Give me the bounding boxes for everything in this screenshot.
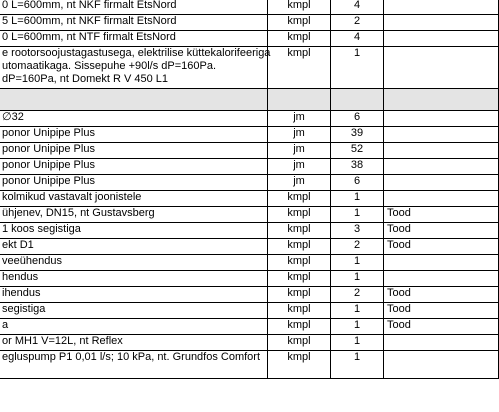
unit-cell: kmpl xyxy=(268,319,331,335)
description-line: ühjenev, DN15, nt Gustavsberg xyxy=(2,207,155,219)
description-line: ponor Unipipe Plus xyxy=(2,175,95,187)
unit-cell: kmpl xyxy=(268,31,331,47)
unit-cell: kmpl xyxy=(268,255,331,271)
unit-cell: kmpl xyxy=(268,223,331,239)
note-cell xyxy=(384,335,499,351)
description-cell xyxy=(0,303,268,319)
table-row xyxy=(0,31,499,47)
unit-cell: kmpl xyxy=(268,239,331,255)
table-row xyxy=(0,15,499,31)
note-cell xyxy=(384,31,499,47)
unit-cell: kmpl xyxy=(268,0,331,15)
description-line: segistiga xyxy=(2,303,46,315)
table-row xyxy=(0,255,499,271)
table-row xyxy=(0,319,499,335)
quantity-cell: 1 xyxy=(331,47,384,89)
unit-cell: kmpl xyxy=(268,207,331,223)
unit-cell: jm xyxy=(268,159,331,175)
description-line: egluspump P1 0,01 l/s; 10 kPa, nt. Grundfos Comfort xyxy=(2,351,261,363)
note-cell xyxy=(384,0,499,15)
description-cell xyxy=(0,0,268,15)
description-cell xyxy=(0,143,268,159)
unit-cell: kmpl xyxy=(268,15,331,31)
unit-cell: jm xyxy=(268,175,331,191)
quantity-cell: 1 xyxy=(331,271,384,287)
quantity-cell: 1 xyxy=(331,255,384,271)
unit-cell: kmpl xyxy=(268,335,331,351)
table-row xyxy=(0,127,499,143)
description-line: e rootorsoojustagastusega, elektrilise küttekalorifeeriga xyxy=(2,47,271,59)
section-cell xyxy=(331,89,384,111)
table-row xyxy=(0,159,499,175)
note-cell xyxy=(384,15,499,31)
note-cell xyxy=(384,255,499,271)
description-line: ponor Unipipe Plus xyxy=(2,143,95,155)
note-cell xyxy=(384,143,499,159)
unit-cell: kmpl xyxy=(268,351,331,379)
unit-cell: kmpl xyxy=(268,303,331,319)
description-cell xyxy=(0,271,268,287)
note-cell xyxy=(384,127,499,143)
table-row xyxy=(0,351,499,379)
description-line: ekt D1 xyxy=(2,239,34,251)
description-cell xyxy=(0,335,268,351)
description-cell xyxy=(0,15,268,31)
description-cell xyxy=(0,175,268,191)
table-row xyxy=(0,47,499,89)
description-line: a xyxy=(2,319,9,331)
table-row xyxy=(0,335,499,351)
description-line: 1 koos segistiga xyxy=(2,223,81,235)
quantity-cell: 1 xyxy=(331,191,384,207)
table-row xyxy=(0,143,499,159)
description-cell xyxy=(0,47,271,89)
quantity-cell: 2 xyxy=(331,287,384,303)
description-line: 0 L=600mm, nt NKF firmalt EtsNord xyxy=(2,0,177,11)
quantity-cell: 1 xyxy=(331,351,384,379)
quantity-cell: 6 xyxy=(331,111,384,127)
unit-cell: kmpl xyxy=(268,271,331,287)
table-row xyxy=(0,239,499,255)
description-line: ponor Unipipe Plus xyxy=(2,159,95,171)
table-row xyxy=(0,223,499,239)
unit-cell: kmpl xyxy=(268,191,331,207)
description-line: hendus xyxy=(2,271,39,283)
description-cell xyxy=(0,191,268,207)
description-line: or MH1 V=12L, nt Reflex xyxy=(2,335,123,347)
quantity-cell: 2 xyxy=(331,15,384,31)
quantity-cell: 1 xyxy=(331,207,384,223)
quantity-cell: 1 xyxy=(331,303,384,319)
note-cell xyxy=(384,191,499,207)
note-cell xyxy=(384,351,499,379)
quantity-cell: 6 xyxy=(331,175,384,191)
description-line: dP=160Pa, nt Domekt R V 450 L1 xyxy=(2,73,169,85)
section-cell xyxy=(384,89,499,111)
note-cell xyxy=(384,175,499,191)
unit-cell: jm xyxy=(268,111,331,127)
section-header-row xyxy=(0,89,499,111)
quantity-cell: 1 xyxy=(331,319,384,335)
section-cell xyxy=(0,89,268,111)
quantity-cell: 39 xyxy=(331,127,384,143)
table-row xyxy=(0,175,499,191)
description-cell xyxy=(0,255,268,271)
description-cell xyxy=(0,351,268,379)
quantity-cell: 4 xyxy=(331,31,384,47)
description-cell xyxy=(0,31,268,47)
note-cell: Tood xyxy=(384,319,499,335)
table-row xyxy=(0,111,499,127)
quantity-cell: 3 xyxy=(331,223,384,239)
note-cell: Tood xyxy=(384,239,499,255)
description-cell xyxy=(0,319,268,335)
description-cell xyxy=(0,239,268,255)
table-row xyxy=(0,303,499,319)
table-row xyxy=(0,207,499,223)
note-cell: Tood xyxy=(384,303,499,319)
unit-cell: jm xyxy=(268,143,331,159)
quantity-cell: 1 xyxy=(331,335,384,351)
quantity-cell: 52 xyxy=(331,143,384,159)
description-line: ∅32 xyxy=(2,111,24,123)
note-cell: Tood xyxy=(384,287,499,303)
note-cell xyxy=(384,111,499,127)
note-cell xyxy=(384,271,499,287)
note-cell: Tood xyxy=(384,223,499,239)
unit-cell: jm xyxy=(268,127,331,143)
description-cell xyxy=(0,207,268,223)
description-line: 5 L=600mm, nt NKF firmalt EtsNord xyxy=(2,15,177,27)
note-cell: Tood xyxy=(384,207,499,223)
unit-cell: kmpl xyxy=(268,47,331,89)
description-cell xyxy=(0,223,268,239)
table-row xyxy=(0,0,499,15)
note-cell xyxy=(384,47,499,89)
description-line: utomaatikaga. Sissepuhe +90l/s dP=160Pa. xyxy=(2,60,217,72)
description-cell xyxy=(0,127,268,143)
quantity-cell: 2 xyxy=(331,239,384,255)
table-row xyxy=(0,271,499,287)
description-cell xyxy=(0,111,268,127)
description-line: veeühendus xyxy=(2,255,62,267)
description-line: kolmikud vastavalt joonistele xyxy=(2,191,142,203)
table-row xyxy=(0,191,499,207)
quantity-cell: 4 xyxy=(331,0,384,15)
description-cell xyxy=(0,159,268,175)
unit-cell: kmpl xyxy=(268,287,331,303)
quantity-cell: 38 xyxy=(331,159,384,175)
note-cell xyxy=(384,159,499,175)
description-line: ponor Unipipe Plus xyxy=(2,127,95,139)
description-line: 0 L=600mm, nt NTF firmalt EtsNord xyxy=(2,31,176,43)
table-row xyxy=(0,287,499,303)
description-cell xyxy=(0,287,268,303)
description-line: ihendus xyxy=(2,287,41,299)
section-cell xyxy=(268,89,331,111)
